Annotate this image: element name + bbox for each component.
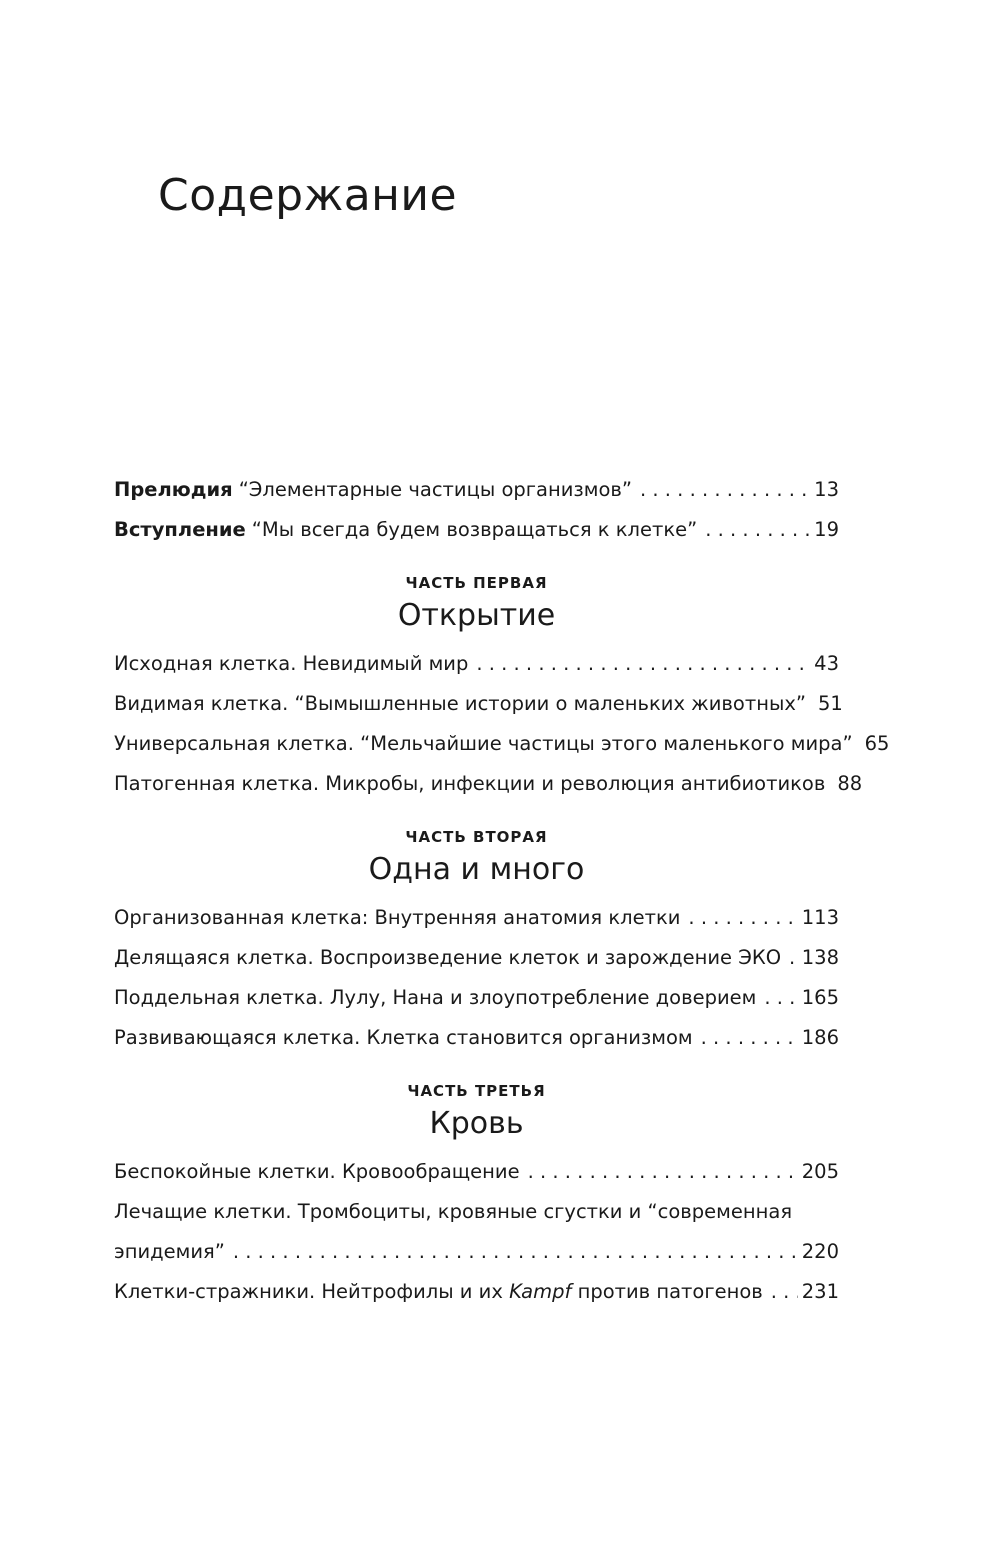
entry-title-italic: Kampf <box>509 1280 572 1303</box>
entry-title: “Элементарные частицы организмов” <box>238 478 632 501</box>
part-heading <box>114 572 839 638</box>
toc-entry[interactable] <box>114 684 843 724</box>
entry-title: Делящаяся клетка. Воспроизведение клеток и зарождение ЭКО <box>114 946 782 969</box>
part-title: Одна и много <box>368 852 585 887</box>
toc-entry-line1[interactable] <box>114 1192 839 1232</box>
page-number: 88 <box>837 772 863 795</box>
dot-leader <box>640 470 810 510</box>
entry-lead: Вступление <box>114 518 246 541</box>
dot-leader <box>701 1018 798 1058</box>
entry-title: Поддельная клетка. Лулу, Нана и злоупотребление доверием <box>114 986 757 1009</box>
part-label: ЧАСТЬ ПЕРВАЯ <box>405 574 548 592</box>
dot-leader <box>528 1152 798 1192</box>
page-title: Содержание <box>158 170 458 221</box>
entry-title: Клетки-стражники. Нейтрофилы и их <box>114 1280 503 1303</box>
entry-title: Исходная клетка. Невидимый мир <box>114 652 469 675</box>
dot-leader <box>705 510 810 550</box>
page-number: 43 <box>814 652 839 675</box>
toc-entry[interactable] <box>114 938 839 978</box>
part-title: Кровь <box>429 1106 524 1141</box>
entry-title: Универсальная клетка. “Мельчайшие частицы этого маленького мира” <box>114 732 853 755</box>
page-number: 165 <box>801 986 839 1009</box>
page-number: 51 <box>818 692 843 715</box>
page-number: 138 <box>801 946 839 969</box>
toc-entry[interactable] <box>114 1018 839 1058</box>
toc-entry[interactable] <box>114 898 839 938</box>
page-number: 113 <box>801 906 839 929</box>
dot-leader <box>476 644 810 684</box>
part-label: ЧАСТЬ ВТОРАЯ <box>405 828 548 846</box>
table-of-contents <box>114 470 890 1312</box>
entry-title: Видимая клетка. “Вымышленные истории о маленьких животных” <box>114 692 806 715</box>
entry-title: Беспокойные клетки. Кровообращение <box>114 1160 520 1183</box>
entry-title: Развивающаяся клетка. Клетка становится организмом <box>114 1026 693 1049</box>
page-number: 65 <box>864 732 890 755</box>
page-number: 13 <box>814 478 839 501</box>
dot-leader <box>764 978 797 1018</box>
part-heading <box>114 826 839 892</box>
page-number: 186 <box>801 1026 839 1049</box>
dot-leader <box>771 1272 798 1312</box>
dot-leader <box>688 898 797 938</box>
toc-entry[interactable] <box>114 978 839 1018</box>
part-heading <box>114 1080 839 1146</box>
entry-title-rest: против патогенов <box>577 1280 763 1303</box>
toc-entry[interactable] <box>114 764 863 804</box>
dot-leader <box>789 938 798 978</box>
entry-title: Патогенная клетка. Микробы, инфекции и революция антибиотиков <box>114 772 826 795</box>
page-number: 231 <box>801 1280 839 1303</box>
entry-title: Лечащие клетки. Тромбоциты, кровяные сгустки и “современная <box>114 1200 793 1223</box>
toc-entry[interactable] <box>114 644 839 684</box>
toc-entry[interactable] <box>114 1152 839 1192</box>
toc-entry-prelude[interactable] <box>114 470 839 510</box>
toc-entry-introduction[interactable] <box>114 510 839 550</box>
part-label: ЧАСТЬ ТРЕТЬЯ <box>407 1082 546 1100</box>
entry-title: “Мы всегда будем возвращаться к клетке” <box>251 518 698 541</box>
dot-leader <box>233 1232 798 1272</box>
toc-entry[interactable] <box>114 1272 839 1312</box>
entry-lead: Прелюдия <box>114 478 233 501</box>
page-number: 220 <box>801 1240 839 1263</box>
toc-entry[interactable] <box>114 724 890 764</box>
page-number: 19 <box>814 518 839 541</box>
toc-entry-line2[interactable] <box>114 1232 839 1272</box>
page-number: 205 <box>801 1160 839 1183</box>
entry-title-continued: эпидемия” <box>114 1240 225 1263</box>
entry-title: Организованная клетка: Внутренняя анатомия клетки <box>114 906 681 929</box>
part-title: Открытие <box>397 598 556 633</box>
